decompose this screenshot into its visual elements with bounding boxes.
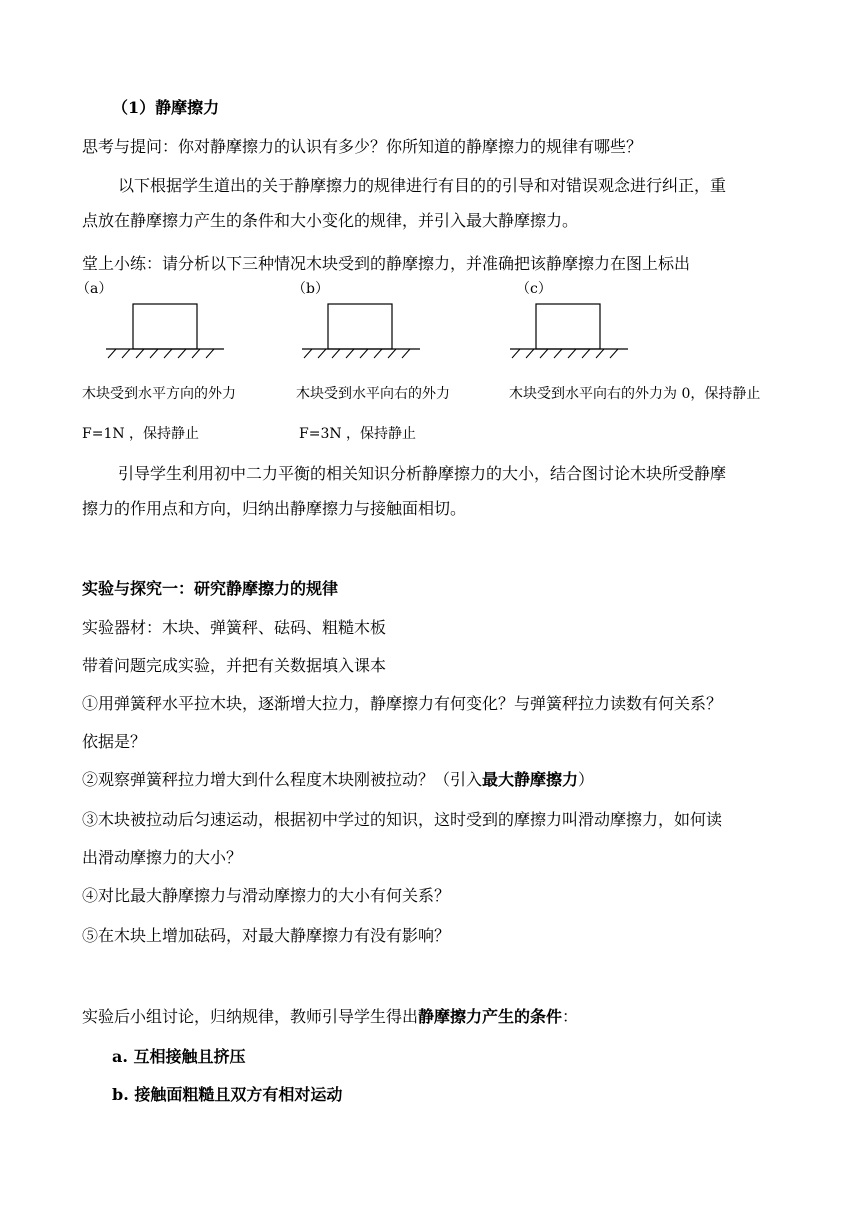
figure-c-label: （c）	[516, 281, 552, 297]
figure-a-diagram	[100, 300, 230, 362]
figure-b-diagram	[296, 300, 426, 362]
paragraph-1-line-1: 以下根据学生道出的关于静摩擦力的规律进行有目的的引导和对错误观念进行纠正，重	[118, 176, 727, 195]
figure-a-caption-line-2: F=1N ，保持静止	[82, 426, 200, 442]
max-static-friction-term: 最大静摩擦力	[482, 770, 579, 789]
section-heading: （1）静摩擦力	[112, 98, 220, 117]
paragraph-1-line-2: 点放在静摩擦力产生的条件和大小变化的规律，并引入最大静摩擦力。	[82, 211, 579, 230]
wooden-block	[328, 304, 392, 349]
exercise-text: 堂上小练：请分析以下三种情况木块受到的静摩擦力，并准确把该静摩擦力在图上标出	[82, 254, 691, 273]
conclusion-key-term: 静摩擦力产生的条件	[418, 1007, 563, 1026]
question-2-text: ②观察弹簧秤拉力增大到什么程度木块刚被拉动？（引入	[82, 770, 483, 789]
figure-c-diagram	[504, 300, 634, 362]
question-3-line-2: 出滑动摩擦力的大小？	[82, 848, 243, 867]
ground-hatching	[512, 349, 618, 358]
figure-a-label: （a）	[76, 281, 113, 297]
conclusion-text	[82, 1007, 578, 1027]
question-3-line-1: ③木块被拉动后匀速运动，根据初中学过的知识，这时受到的摩擦力叫滑动摩擦力，如何读	[82, 810, 723, 829]
paragraph-2-line-1: 引导学生利用初中二力平衡的相关知识分析静摩擦力的大小，结合图讨论木块所受静摩	[118, 464, 727, 483]
figure-b-caption-line-1: 木块受到水平向右的外力	[296, 386, 450, 402]
condition-b: b. 接触面粗糙且双方有相对运动	[112, 1085, 343, 1104]
ground-hatching	[108, 349, 214, 358]
figure-c-caption-line-1: 木块受到水平向右的外力为 0，保持静止	[509, 386, 761, 402]
question-5: ⑤在木块上增加砝码，对最大静摩擦力有没有影响？	[82, 926, 451, 945]
ground-hatching	[304, 349, 410, 358]
wooden-block	[536, 304, 600, 349]
question-text: 思考与提问：你对静摩擦力的认识有多少？你所知道的静摩擦力的规律有哪些？	[82, 137, 643, 156]
condition-a: a. 互相接触且挤压	[112, 1047, 246, 1066]
conclusion-colon: ：	[562, 1007, 579, 1026]
question-4: ④对比最大静摩擦力与滑动摩擦力的大小有何关系？	[82, 886, 451, 905]
paragraph-2-line-2: 擦力的作用点和方向，归纳出静摩擦力与接触面相切。	[82, 499, 467, 518]
question-1-line-2: 依据是？	[82, 732, 147, 751]
question-2	[82, 770, 594, 790]
figure-b-label: （b）	[292, 281, 329, 297]
conclusion-intro: 实验后小组讨论，归纳规律，教师引导学生得出	[82, 1007, 419, 1026]
figure-a-caption-line-1: 木块受到水平方向的外力	[82, 386, 236, 402]
experiment-materials: 实验器材：木块、弹簧秤、砝码、粗糙木板	[82, 618, 387, 637]
question-2-close: ）	[578, 770, 595, 789]
figure-b-caption-line-2: F=3N ，保持静止	[299, 426, 417, 442]
experiment-instruction: 带着问题完成实验，并把有关数据填入课本	[82, 656, 387, 675]
wooden-block	[133, 304, 197, 349]
experiment-title: 实验与探究一：研究静摩擦力的规律	[82, 579, 339, 598]
question-1-line-1: ①用弹簧秤水平拉木块，逐渐增大拉力，静摩擦力有何变化？与弹簧秤拉力读数有何关系？	[82, 694, 723, 713]
